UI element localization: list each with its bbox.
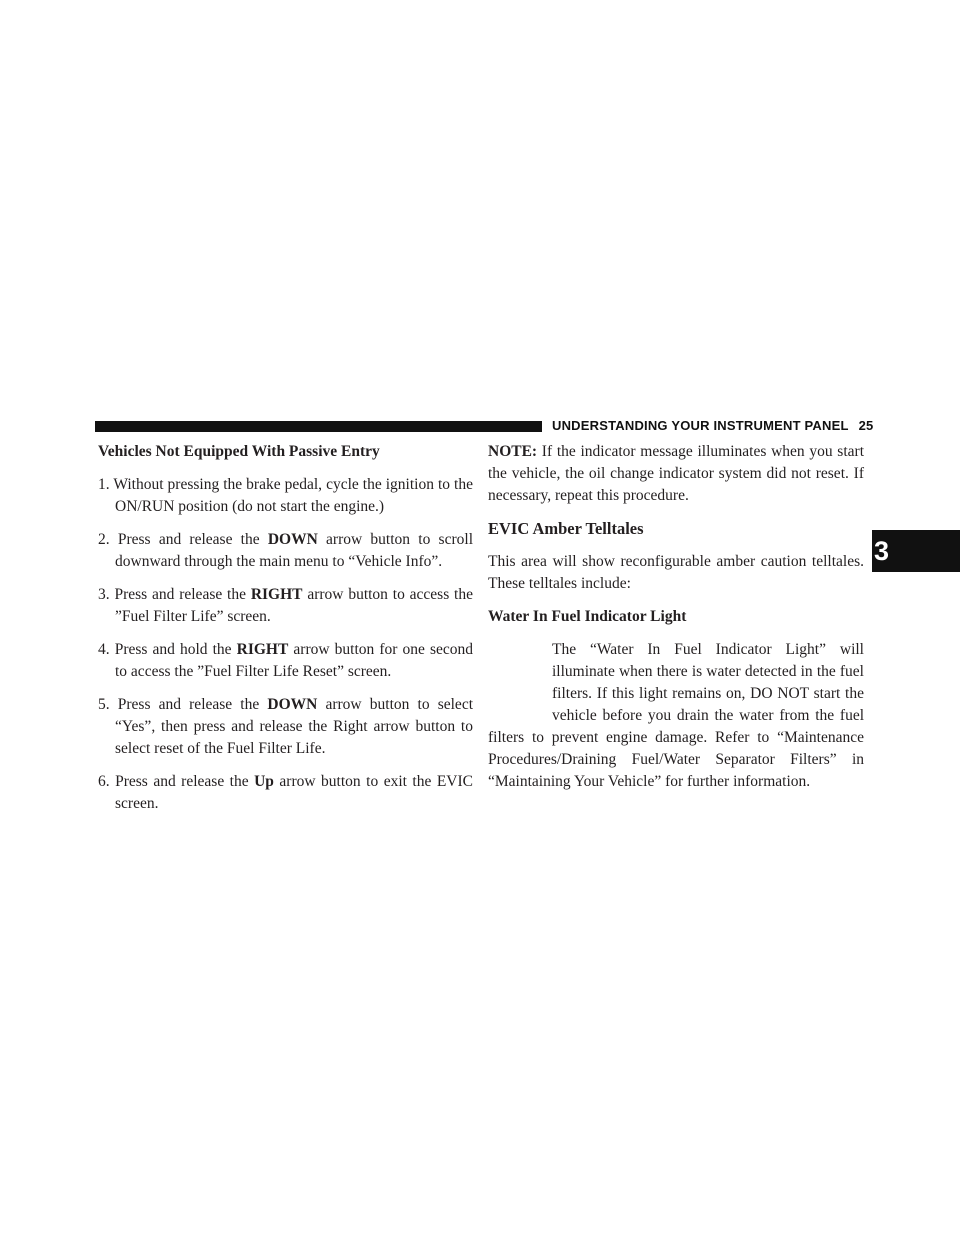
- telltale-icon-placeholder: [488, 639, 552, 727]
- note-paragraph: [488, 441, 864, 507]
- section-intro: This area will show reconfigurable amber caution telltales. These telltales include:: [488, 553, 864, 592]
- step-4: 4. Press and hold the RIGHT arrow button for one second to access the ”Fuel Filter Life Reset” screen.: [98, 641, 473, 680]
- note-text: If the indicator message illuminates when you start the vehicle, the oil change indicator system did not reset. If necessary, repeat this procedure.: [488, 443, 864, 504]
- header-rule: [95, 421, 542, 432]
- step-6: 6. Press and release the Up arrow button to exit the EVIC screen.: [98, 773, 473, 812]
- step-5: 5. Press and release the DOWN arrow button to select “Yes”, then press and release the Right arrow button to select reset of the Fuel Filter Life.: [98, 696, 473, 757]
- subheading-water-in-fuel: Water In Fuel Indicator Light: [488, 608, 687, 625]
- section-heading-passive-entry: Vehicles Not Equipped With Passive Entry: [98, 443, 380, 460]
- note-label: NOTE:: [488, 443, 538, 460]
- step-3: 3. Press and release the RIGHT arrow button to access the ”Fuel Filter Life” screen.: [98, 586, 473, 625]
- section-heading-amber-telltales: EVIC Amber Telltales: [488, 519, 644, 538]
- procedure-steps: [98, 474, 473, 815]
- running-header: [552, 418, 874, 433]
- page-number: 25: [858, 418, 874, 433]
- right-column: [488, 441, 864, 793]
- water-in-fuel-description: The “Water In Fuel Indicator Light” will illuminate when there is water detected in the fuel filters. If this light remains on, DO NOT start the vehicle before you drain the water from the fuel filters to prevent engine damage. Refer to “Maintenance Procedures/Draining Fuel/Water Separator Filters” in “Maintaining Your Vehicle” for further information.: [488, 641, 864, 790]
- left-column: [98, 441, 473, 826]
- step-1: 1. Without pressing the brake pedal, cycle the ignition to the ON/RUN position (do not start the engine.): [98, 476, 473, 515]
- header-title: UNDERSTANDING YOUR INSTRUMENT PANEL: [552, 418, 849, 433]
- chapter-tab: 3: [872, 530, 960, 572]
- water-in-fuel-block: [488, 639, 864, 793]
- step-2: 2. Press and release the DOWN arrow button to scroll downward through the main menu to “Vehicle Info”.: [98, 531, 473, 570]
